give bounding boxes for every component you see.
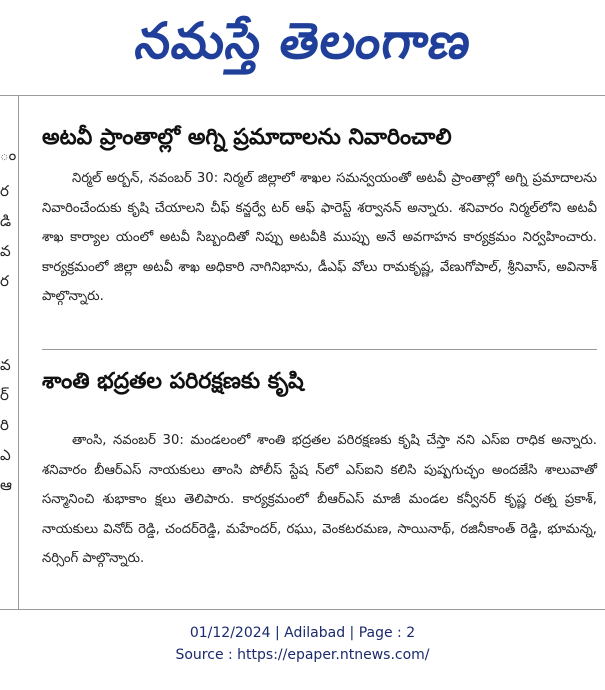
article-headline: శాంతి భద్రతల పరిరక్షణకు కృషి — [42, 369, 304, 394]
article-body: నిర్మల్ అర్బన్, నవంబర్ 30: నిర్మల్ జిల్లాలో శాఖల సమన్వయంతో అటవీ ప్రాంతాల్లో అగ్ని ప్రమాదాలను నివారించేందుకు కృషి చేయాలని చీఫ్ కన్జర్వే టర్ ఆఫ్ ఫారెస్ట్ శర్వానన్ అన్నారు. శనివారం నిర్మల్‌లోని అటవీ శాఖ కార్యాల యంలో అటవీ సిబ్బందితో నిప్పు అటవీకి ముప్పు అనే అవగాహన కార్యక్రమం నిర్వహించారు. కార్యక్రమంలో జిల్లా అటవీ శాఖ అధికారి నాగినిభాను, డీఎఫ్ వోలు రామకృష్ణ, వేణుగోపాల్, శ్రీనివాస్, అవినాశ్ పాల్గొన్నారు. — [42, 171, 597, 304]
column-fragment: ర్ — [0, 386, 9, 404]
column-fragment: ఎ — [0, 446, 11, 464]
adjacent-column-fragments — [0, 96, 17, 609]
column-fragment: ం — [0, 146, 17, 164]
article-forest-fire — [42, 118, 597, 312]
column-fragment: రి — [0, 416, 9, 434]
article-divider — [42, 349, 597, 350]
article-body: తాంసి, నవంబర్ 30: మండలంలో శాంతి భద్రతల పరిరక్షణకు కృషి చేస్తా నని ఎస్ఐ రాధిక అన్నారు. శనివారం బీఆర్ఎస్ నాయకులు తాంసి పోలీస్ స్టేష న్‌లో ఎస్ఐని కలిసి పుష్పగుచ్ఛం అందజేసి శాలువాతో సన్మానించి శుభాకాం క్షలు తెలిపారు. కార్యక్రమంలో బీఆర్ఎస్ మాజీ మండల కన్వీనర్ కృష్ణ రత్న ప్రకాశ్, నాయకులు వినోద్ రెడ్డి, చందర్‌రెడ్డి, మహేందర్, రఘు, వెంకటరమణ, సాయినాథ్, రజినీకాంత్ రెడ్డి, భూమన్న, నర్సింగ్ పాల్గొన్నారు. — [42, 433, 597, 566]
column-fragment: ర — [0, 272, 9, 290]
source-link[interactable]: Source : https://epaper.ntnews.com/ — [175, 647, 430, 663]
column-fragment: ర — [0, 182, 9, 200]
article-headline: అటవీ ప్రాంతాల్లో అగ్ని ప్రమాదాలను నివారించాలి — [42, 125, 452, 150]
column-fragment: ఆ — [0, 476, 12, 494]
column-divider — [18, 96, 19, 609]
edition-info: 01/12/2024 | Adilabad | Page : 2 — [189, 625, 416, 641]
clipping-frame — [0, 95, 605, 610]
column-fragment: వ — [0, 242, 11, 260]
newspaper-logo: నమస్తే తెలంగాణ — [131, 12, 476, 70]
masthead — [0, 0, 605, 95]
article-law-order — [42, 362, 597, 574]
column-fragment: వ — [0, 356, 11, 374]
column-fragment: డి — [0, 212, 12, 230]
page-footer — [0, 622, 605, 666]
